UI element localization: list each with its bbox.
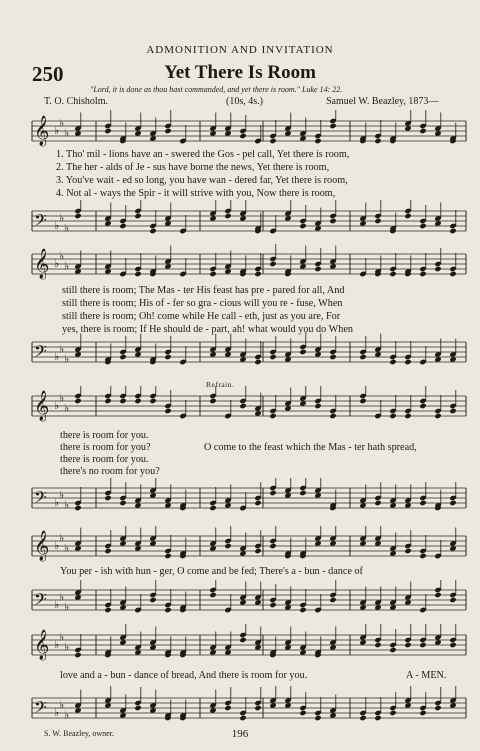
svg-text:♭: ♭ [64, 259, 70, 273]
svg-text:♭: ♭ [54, 399, 60, 412]
lyric-verse-1-line-3: there is room for you. [60, 430, 149, 441]
section-heading: ADMONITION AND INVITATION [146, 44, 334, 56]
author-credit: T. O. Chisholm. [44, 96, 108, 107]
lyric-verse-3-line-1: 3. You've wait - ed so long, you have wan - dered far, Yet there is room, [56, 175, 348, 186]
svg-text:♭: ♭ [54, 598, 60, 611]
svg-text:𝄢: 𝄢 [34, 341, 47, 365]
scripture-reference: "Lord, it is done as thou hast commanded, and yet there is room." Luke 14: 22. [90, 85, 343, 94]
svg-text:♭: ♭ [54, 124, 60, 137]
svg-text:♭: ♭ [64, 126, 70, 140]
page-number: 196 [231, 728, 249, 740]
svg-text:♭: ♭ [59, 391, 65, 405]
lyric-verse-4-line-1: 4. Not al - ways the Spir - it will strive with you, Now there is room, [56, 188, 336, 199]
lyric-verse-4-line-3: there's no room for you? [60, 466, 160, 477]
svg-text:♭: ♭ [59, 590, 65, 604]
music-staff-treble [0, 526, 480, 566]
lyric-verse-2-line-1: 2. The her - alds of Je - sus have borne the news, Yet there is room, [56, 162, 330, 173]
svg-text:𝄢: 𝄢 [34, 697, 47, 721]
lyric-verse-2-line-3: there is room for you? [60, 442, 151, 453]
music-staff-bass [0, 580, 480, 620]
meter: (10s, 4s.) [226, 96, 263, 107]
svg-text:♭: ♭ [54, 257, 60, 270]
svg-text:♭: ♭ [64, 401, 70, 415]
lyric-verse-1-line-1: 1. Tho' mil - lions have an - swered the Gos - pel call, Yet there is room, [56, 149, 350, 160]
music-staff-bass [0, 200, 480, 242]
music-staff-bass [0, 332, 480, 372]
svg-text:♭: ♭ [59, 342, 65, 356]
lyric-verse-3-line-2: still there is room; Oh! come while He call - eth, just as you are, For [62, 311, 341, 322]
lyric-verse-4-line-2: yes, there is room; If He should de - part, ah! what would you do When [62, 324, 353, 335]
svg-text:♭: ♭ [59, 488, 65, 502]
composer-credit: Samuel W. Beazley, 1873— [326, 96, 439, 107]
svg-text:♭: ♭ [64, 221, 70, 235]
svg-text:𝄞: 𝄞 [34, 531, 50, 561]
svg-text:♭: ♭ [59, 116, 65, 130]
svg-text:♭: ♭ [59, 698, 65, 712]
lyric-refrain-line-1: O come to the feast which the Mas - ter hath spread, [204, 442, 417, 453]
svg-text:♭: ♭ [64, 352, 70, 366]
svg-text:♭: ♭ [64, 640, 70, 654]
copyright-owner: S. W. Beazley, owner. [44, 729, 114, 738]
music-staff-treble [0, 244, 480, 284]
music-staff-treble [0, 386, 480, 426]
svg-text:♭: ♭ [54, 350, 60, 363]
svg-text:♭: ♭ [59, 249, 65, 263]
svg-text:♭: ♭ [64, 498, 70, 512]
lyric-verse-1-line-2: still there is room; The Mas - ter His feast has pre - pared for all, And [62, 285, 345, 296]
hymn-title: Yet There Is Room [164, 62, 316, 83]
svg-text:♭: ♭ [54, 706, 60, 719]
svg-text:𝄞: 𝄞 [34, 116, 50, 146]
refrain-label: Refrain. [206, 380, 235, 389]
svg-text:𝄞: 𝄞 [34, 249, 50, 279]
svg-text:♭: ♭ [54, 539, 60, 552]
svg-text:♭: ♭ [59, 211, 65, 225]
lyric-refrain-line-2: You per - ish with hun - ger, O come and be fed; There's a - bun - dance of [60, 566, 363, 577]
svg-text:♭: ♭ [59, 531, 65, 545]
amen-label: A - MEN. [406, 670, 447, 681]
svg-text:♭: ♭ [59, 630, 65, 644]
svg-text:𝄢: 𝄢 [34, 589, 47, 613]
music-staff-treble [0, 624, 480, 666]
svg-text:𝄢: 𝄢 [34, 210, 47, 234]
lyric-refrain-line-3: love and a - bun - dance of bread, And there is room for you. [60, 670, 308, 681]
lyric-verse-2-line-2: still there is room; His of - fer so gra - cious will you re - fuse, When [62, 298, 343, 309]
svg-text:𝄞: 𝄞 [34, 630, 50, 660]
music-staff-bass [0, 478, 480, 518]
svg-text:♭: ♭ [64, 541, 70, 555]
svg-text:♭: ♭ [54, 219, 60, 232]
svg-text:𝄞: 𝄞 [34, 391, 50, 421]
svg-text:♭: ♭ [64, 600, 70, 614]
lyric-verse-3-line-3: there is room for you. [60, 454, 149, 465]
svg-text:♭: ♭ [54, 496, 60, 509]
svg-text:♭: ♭ [64, 708, 70, 722]
svg-text:𝄢: 𝄢 [34, 487, 47, 511]
music-staff-treble [0, 110, 480, 152]
svg-text:♭: ♭ [54, 638, 60, 651]
hymn-number: 250 [32, 62, 64, 86]
music-staff-bass [0, 686, 480, 730]
